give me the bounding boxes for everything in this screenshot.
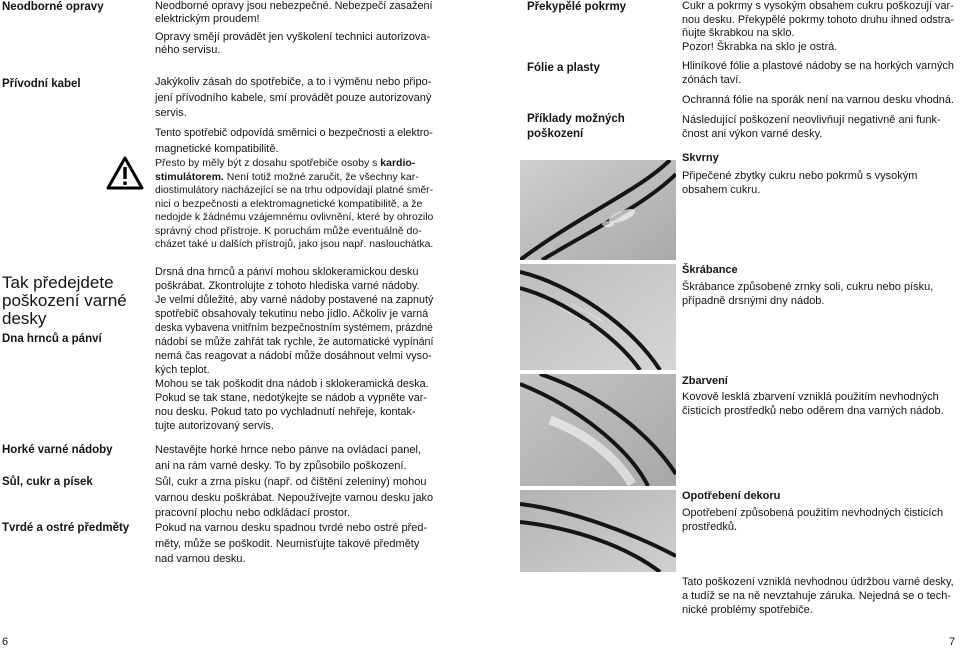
text-line: nemá čas reagovat a nádobí může dosáhnout velmi vyso- [155,350,432,362]
text-line: magnetické kompatibilitě. [155,142,279,155]
heading-salt-sugar-sand: Sůl, cukr a písek [2,476,93,488]
text-line: Je velmi důležité, aby varné nádoby postavené na zapnutý [155,294,434,306]
paragraph-boilover [682,0,959,54]
text-line: jení přívodního kabele, smí provádět pouze autorizovaný [155,91,432,104]
paragraph-hot-pans [155,443,421,474]
heading-foil-plastics: Fólie a plasty [527,62,600,74]
text-line: poškrábat. Zkontrolujte z tohoto hlediska varné nádoby. [155,280,420,292]
text-line: nou desku. Překypělé pokrmy tohoto druhu ihned odstra- [682,13,954,26]
text-line: Připečené zbytky cukru nebo pokrmů s vysokým [682,170,918,182]
paragraph-pacemaker [155,157,438,252]
text-line: servis. [155,107,187,119]
text-line: Jakýkoliv zásah do spotřebiče, a to i výměnu nebo připo- [155,76,432,88]
subheading-stains: Skvrny [682,152,719,164]
text-line: Sůl, cukr a zrna písku (např. od čištění zeleniny) mohou [155,476,427,488]
text-line: nické problémy spotřebiče. [682,604,813,616]
text-line: tujte autorizovaný servis. [155,420,274,432]
text-line: diostimulátory nacházející se na trhu odpovídají platné směr- [155,184,434,196]
text-line: ani na rám varné desky. To by způsobilo poškození. [155,459,407,472]
text-line: Opravy smějí provádět jen vyškolení technici autorizova- [155,31,431,43]
subheading-discoloration: Zbarvení [682,375,728,387]
text-line: Cukr a pokrmy s vysokým obsahem cukru poškozují var- [682,0,954,12]
page-number-left: 6 [2,636,9,648]
text-line: a tudíž se na ně nevztahuje záruka. Nejedná se o tech- [682,590,952,602]
paragraph-pan-bottoms [155,265,448,433]
paragraph-foil [682,59,956,87]
text-line [155,171,419,185]
heading-prevent-damage [2,274,127,328]
text-line: kých teplot. [155,364,210,376]
paragraph-protective-foil [682,93,956,107]
paragraph-stains [682,169,917,197]
heading-hot-pans: Horké varné nádoby [2,444,113,456]
paragraph-decor-wear [682,506,943,534]
text-line: Kovově lesklá zbarvení vzniklá použitím nevhodných [682,391,939,403]
heading-line: Tak předejdete [2,273,114,292]
text-line: Tento spotřebič odpovídá směrnici o bezpečnosti a elektro- [155,127,433,139]
text-run: Přesto by měly být z dosahu spotřebiče osoby s [155,157,381,169]
text-line: nedojde k žádnému vzájemnému ovlivnění, které by ohrozilo [155,211,434,223]
text-line: Hliníkové fólie a plastové nádoby se na horkých varných [682,60,954,72]
page-number-right: 7 [949,636,956,648]
text-line: čnost ani výkon varné desky. [682,128,823,140]
text-line: Následující poškození neovlivňují negativně ani funk- [682,114,941,126]
text-line: měty, může se poškodit. Neumisťujte takové předměty [155,537,420,550]
text-line: Nestavějte horké hrnce nebo pánve na ovládací panel, [155,444,422,456]
subheading-scratches: Škrábance [682,264,738,276]
text-line: varnou desku poškrábat. Nepoužívejte varnou desku jako [155,491,434,504]
text-line: nádobí se může zahřát tak rychle, že automatické vypínání [155,336,434,348]
photo-stains [520,160,676,260]
heading-line: poškození varné [2,291,127,310]
text-line: nad varnou desku. [155,553,246,565]
text-line: Ochranná fólie na sporák není na varnou desku vhodná. [682,94,954,106]
text-line: obsahem cukru. [682,184,761,196]
text-line: Drsná dna hrnců a pánví mohou sklokeramickou desku [155,266,419,278]
heading-unqualified-repairs: Neodborné opravy [2,1,104,13]
text-line: případně drsnými dny nádob. [682,295,825,307]
text-line: Pokud na varnou desku spadnou tvrdé nebo ostré před- [155,522,428,534]
text-line: ného servisu. [155,44,221,56]
paragraph-unqualified-repairs [155,0,438,26]
warning-triangle-icon [106,156,144,190]
text-line [155,157,415,171]
paragraph-emc [155,126,442,157]
paragraph-technicians [155,31,430,57]
paragraph-damage-examples [682,113,941,141]
text-run: Není totiž možné zaručit, že všechny kar- [223,170,419,183]
heading-damage-examples [527,112,625,142]
text-line: Škrábance způsobené zrnky soli, cukru nebo písku, [682,281,934,293]
text-line: Pozor! Škrabka na sklo je ostrá. [682,40,838,53]
photo-scratches [520,264,676,370]
heading-line: Příklady možných [527,113,625,125]
paragraph-hard-objects [155,521,427,568]
paragraph-closing-note [682,575,958,617]
text-run-bold: stimulátorem. [155,170,224,183]
photo-decor-wear [520,490,676,572]
text-line: ňujte škrabkou na sklo. [682,27,795,40]
text-line: pracovní plochu nebo odkládací prostor. [155,507,351,519]
text-line: Tato poškození vzniklá nevhodnou údržbou varné desky, [682,576,954,588]
text-run-bold: kardio- [380,157,416,169]
text-line: Opotřebení způsobená použitím nevhodných čisticích [682,507,944,519]
heading-line: desky [2,309,47,328]
text-line: cházet také u dalších přístrojů, jako jsou např. naslouchátka. [155,238,434,250]
text-line: nou desku. Pokud tato po vychladnutí nehřeje, kontak- [155,406,416,418]
text-line: Neodborné opravy jsou nebezpečné. Nebezpečí zasažení [155,0,433,12]
text-line: správný chod přístroje. K poruchám může eventuálně do- [155,224,422,237]
text-line: zónách taví. [682,74,742,86]
text-line: elektrickým proudem! [155,13,260,25]
heading-line: poškození [527,128,584,140]
text-line: čisticích prostředků nebo oděrem dna varných nádob. [682,405,944,417]
text-line: spotřebič obsahovaly tekutinu nebo jídlo. Ačkoliv je varná [155,308,429,320]
text-line: prostředků. [682,521,738,533]
heading-boilover: Překypělé pokrmy [527,1,627,13]
text-line: Pokud se tak stane, nedotýkejte se nádob a vypněte var- [155,392,427,404]
text-line: deska vybavena vnitřním bezpečnostním systémem, prázdné [155,322,433,334]
subheading-decor-wear: Opotřebení dekoru [682,490,781,502]
photo-discoloration [520,374,676,486]
paragraph-discoloration [682,390,944,418]
paragraph-scratches [682,280,933,308]
text-line: nici o bezpečnosti a elektromagnetické kompatibilitě, a že [155,197,423,210]
heading-power-cable: Přívodní kabel [2,78,81,90]
heading-pan-bottoms: Dna hrnců a pánví [2,333,102,345]
paragraph-salt [155,475,435,522]
text-line: Mohou se tak poškodit dna nádob i sklokeramická deska. [155,378,429,390]
paragraph-power-cable [155,75,431,122]
heading-hard-sharp-objects: Tvrdé a ostré předměty [2,522,130,534]
